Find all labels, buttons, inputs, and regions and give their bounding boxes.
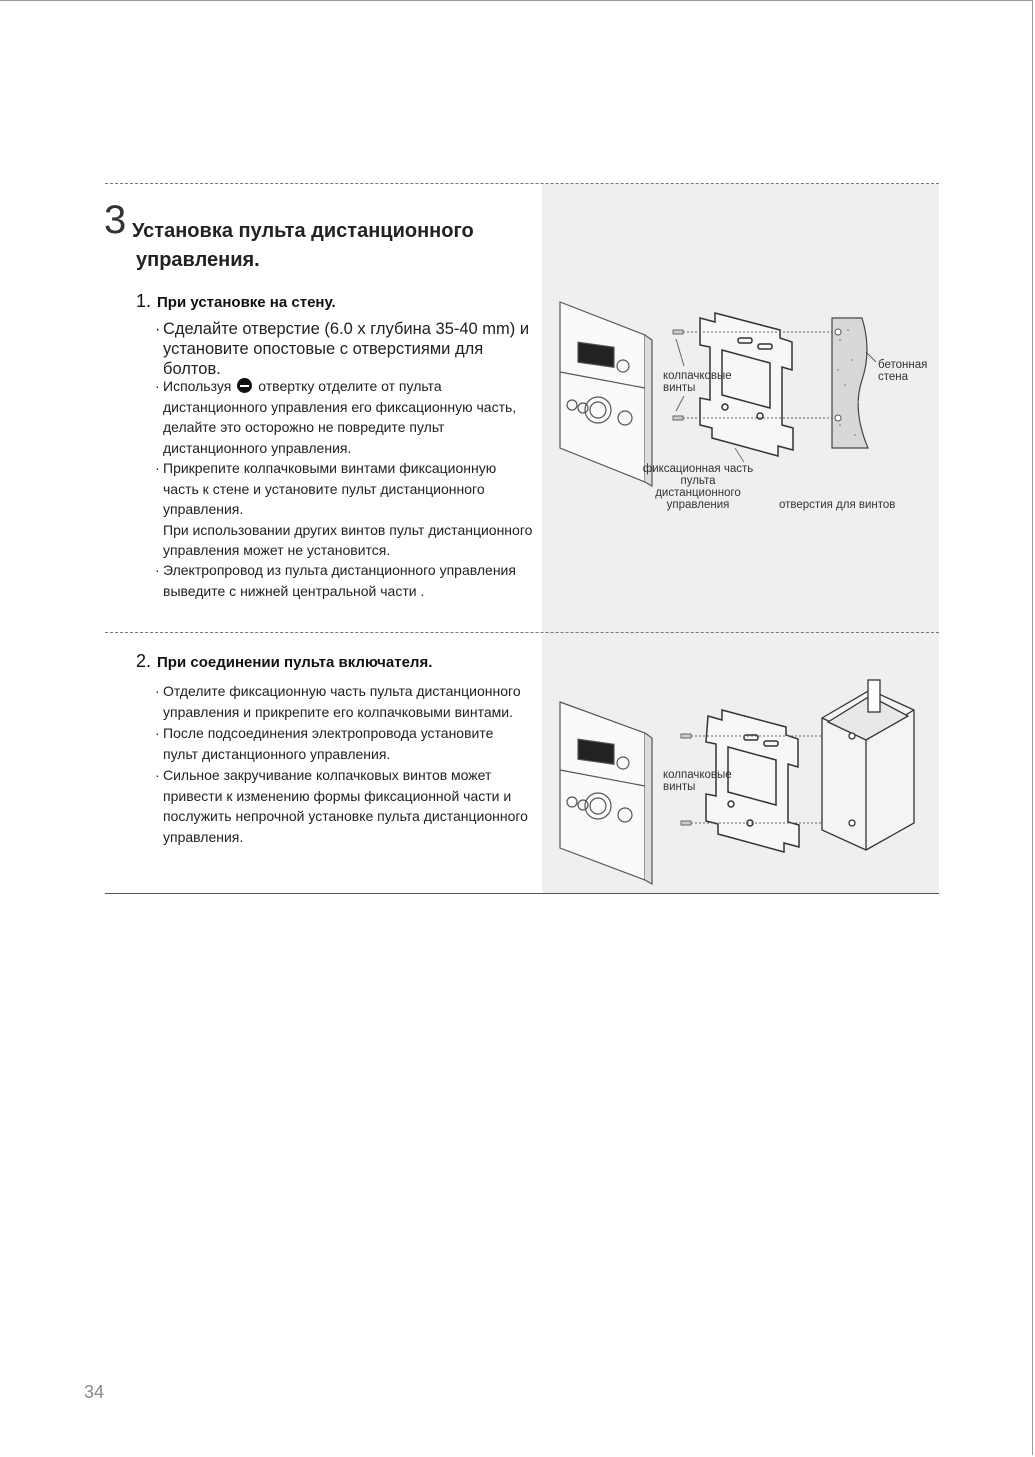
sub1-b2-line4: дистанционного управления. <box>163 439 352 456</box>
sub1-b2-after: отвертку отделите от пульта <box>258 378 442 394</box>
sub1-b3-line4: При использовании других винтов пульт дистанционного <box>163 521 533 538</box>
fig1-cap-screws-line1: колпачковые <box>663 370 732 382</box>
sub1-b3-line2: часть к стене и установите пульт дистанционного <box>163 480 485 497</box>
sub1-b4-line1: Электропровод из пульта дистанционного управления <box>163 562 516 578</box>
concrete-wall <box>832 318 876 448</box>
sub2-b3-line2: привести к изменению формы фиксационной части и <box>163 787 512 804</box>
subsection-1-number: 1. <box>136 291 152 311</box>
subsection-1-title-text: При установке на стену. <box>157 294 336 311</box>
sub1-b1-line2: установите опостовые с отверстиями для <box>163 340 484 358</box>
fig1-concrete-wall-line1: бетонная <box>878 359 928 371</box>
section-title-line1: Установка пульта дистанционного <box>132 220 474 242</box>
fig1-fixing-part-label <box>638 463 758 511</box>
sub1-b2-lead: Используя <box>163 378 232 394</box>
sub1-b2-line2: дистанционного управления его фиксационную часть, <box>163 398 517 415</box>
fig1-cap-screws-label <box>663 370 732 394</box>
fig1-fix-part-line3: дистанционного <box>655 487 741 499</box>
fig1-fix-part-line1: фиксационная часть <box>642 463 754 475</box>
fig1-fix-part-line2: пульта <box>680 475 716 487</box>
sub2-b1-line1: Отделите фиксационную часть пульта дистанционного <box>163 683 521 699</box>
fig1-concrete-wall-line2: стена <box>878 371 909 383</box>
fig2-cap-screws-label <box>663 769 732 793</box>
sub2-bullet-1: · Отделите фиксационную часть пульта дистанционного управления и прикрепите его колпачковыми винтами. <box>155 681 545 722</box>
section-title-line2: управления. <box>136 249 260 271</box>
remote-control-2 <box>560 702 652 884</box>
sub2-bullet-2: · После подсоединения электропровода установите пульт дистанционного управления. <box>155 723 545 764</box>
remote-control-1 <box>560 302 652 486</box>
fig1-screw-holes-label: отверстия для винтов <box>779 499 896 511</box>
section-number: 3 <box>104 198 127 242</box>
sub2-b3-line3: послужить непрочной установке пульта дистанционного <box>163 808 528 824</box>
sub1-b3-line5: управления может не установится. <box>163 542 391 558</box>
sub2-b3-line4: управления. <box>163 828 244 845</box>
fig1-fix-part-line4: управления <box>666 499 730 511</box>
sub2-b3-line1: Сильное закручивание колпачковых винтов может <box>163 767 492 783</box>
sub1-b1-line1: Сделайте отверстие (6.0 x глубина 35-40 mm) и <box>163 320 530 338</box>
subsection-2-title-text: При соединении пульта включателя. <box>157 654 433 671</box>
sub1-b3-line1: Прикрепите колпачковыми винтами фиксационную <box>163 460 497 476</box>
sub2-b2-line1: После подсоединения электропровода установите <box>163 725 494 741</box>
sub1-b3-line3: управления. <box>163 501 244 517</box>
sub1-bullet-3: · Прикрепите колпачковыми винтами фиксационную часть к стене и установите пульт дистанционного управления. При использовании других винтов пульт дистанционного управления может не установится. <box>155 458 545 561</box>
page-number: 34 <box>84 1382 105 1402</box>
sub1-bullet-1: · Сделайте отверстие (6.0 x глубина 35-40 mm) и установите опостовые с отверстиями для болтов. <box>155 319 545 379</box>
fig1-concrete-wall-label <box>878 359 927 383</box>
sub2-b1-line2: управления и прикрепите его колпачковыми винтами. <box>163 703 513 720</box>
subsection-2-number: 2. <box>136 651 152 671</box>
sub1-b1-line3: болтов. <box>163 360 221 378</box>
sub1-b4-line2: выведите с нижней центральной части . <box>163 582 425 599</box>
fig2-cap-screws-line2: винты <box>663 781 696 793</box>
sub2-b2-line2: пульт дистанционного управления. <box>163 745 391 762</box>
sub2-bullet-3: · Сильное закручивание колпачковых винтов может привести к изменению формы фиксационной части и послужить непрочной установке пульта дистанционного управления. <box>155 765 545 847</box>
sub1-bullet-4: · Электропровод из пульта дистанционного управления выведите с нижней центральной части . <box>155 560 545 601</box>
sub1-bullet-2: · Используя отвертку отделите от пульта дистанционного управления его фиксационную часть, делайте это осторожно не повредите пульт дистанционного управления. <box>155 376 545 458</box>
junction-box <box>822 680 914 850</box>
fig2-cap-screws-line1: колпачковые <box>663 769 732 781</box>
fig1-cap-screws-line2: винты <box>663 382 696 394</box>
sub1-b2-line3: делайте это осторожно не повредите пульт <box>163 419 445 435</box>
